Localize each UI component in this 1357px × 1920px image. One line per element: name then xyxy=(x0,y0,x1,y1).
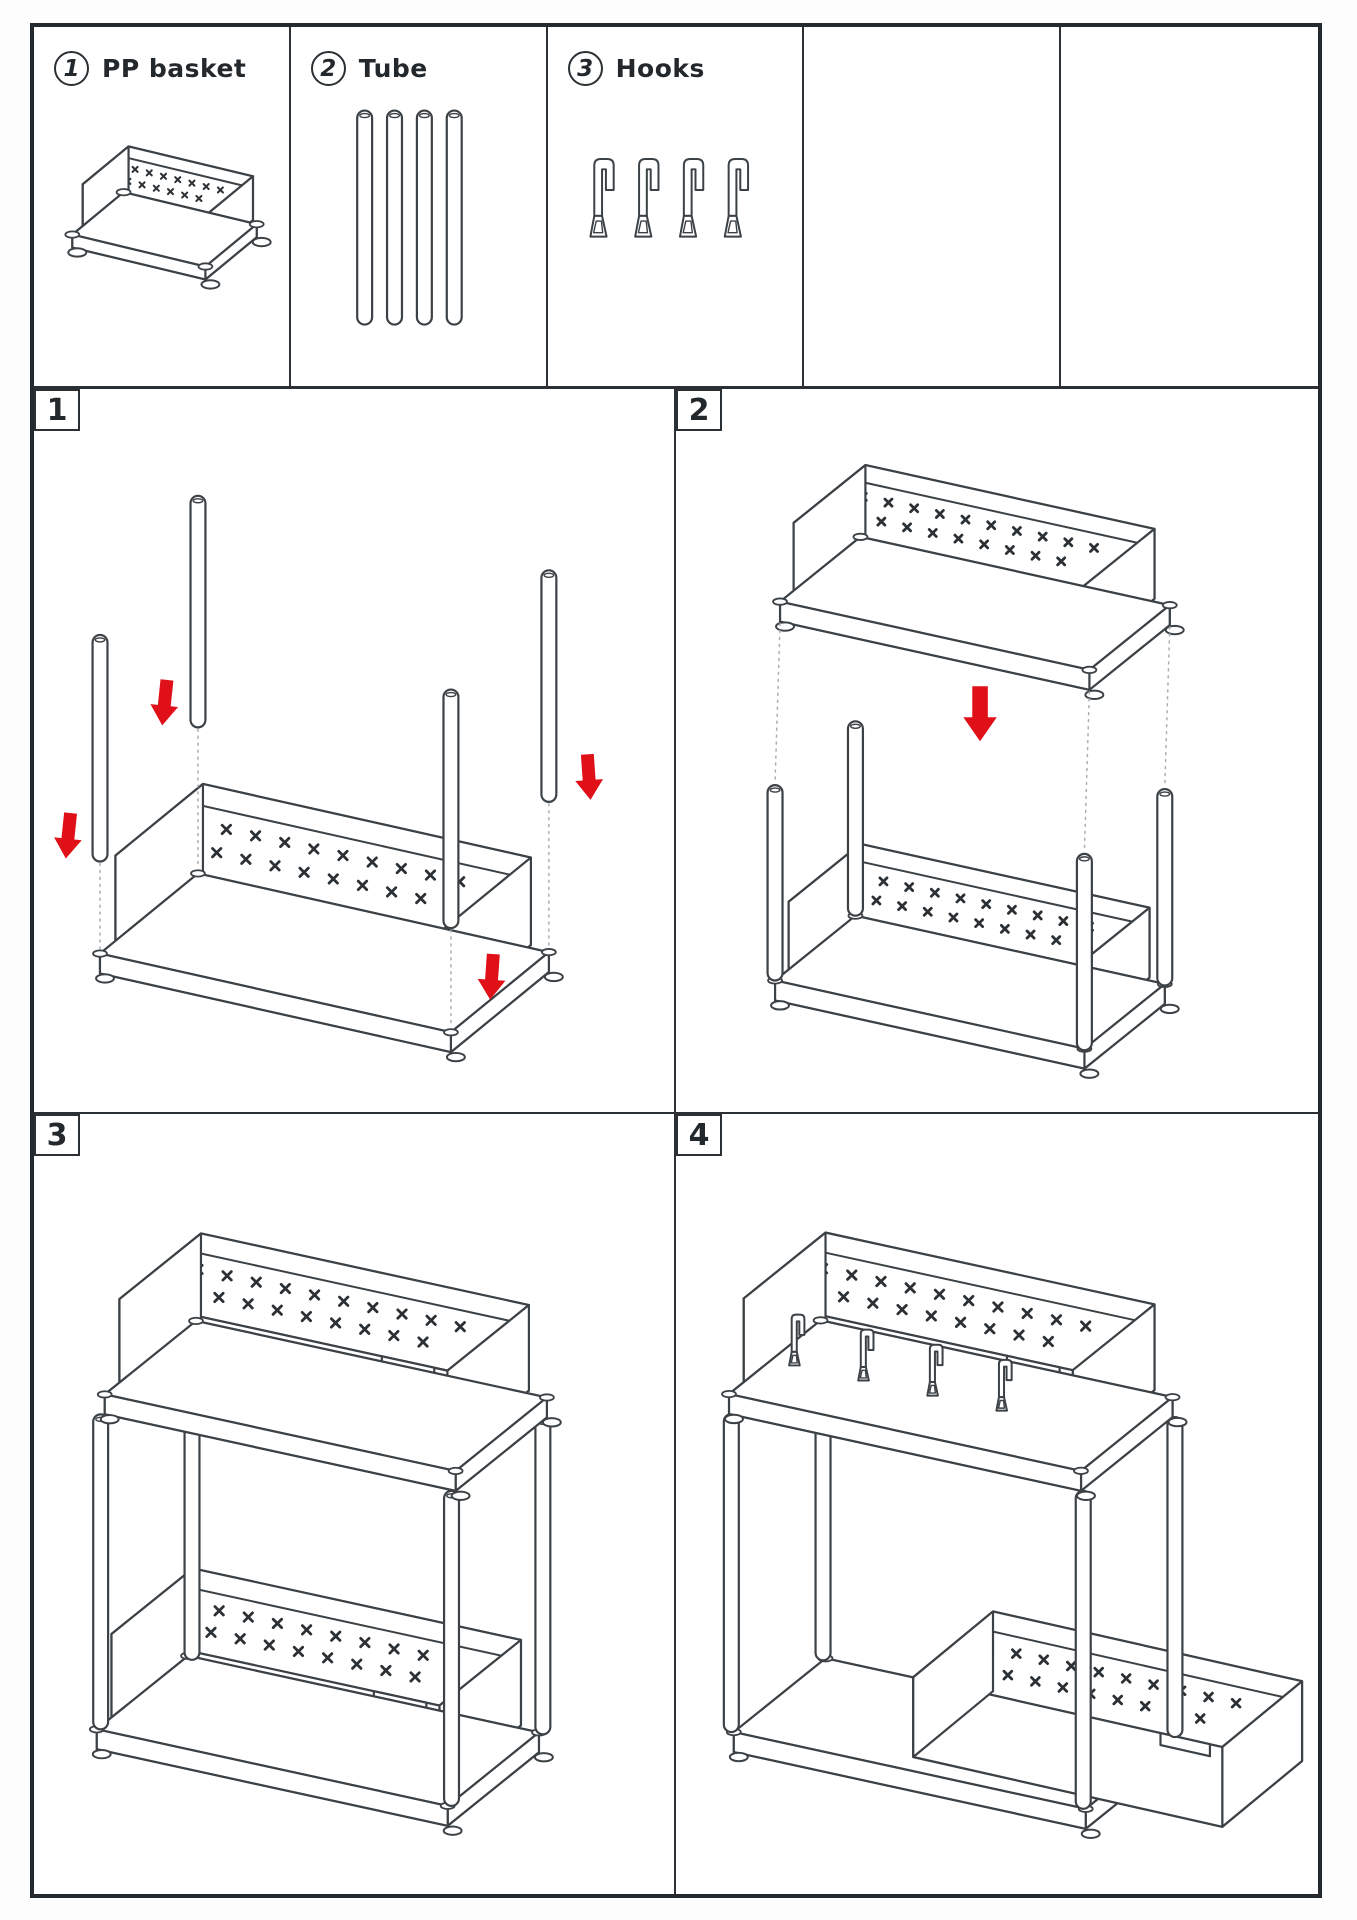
parts-cell-empty-1 xyxy=(804,27,1061,386)
step-2-illustration xyxy=(676,389,1318,1112)
part-label xyxy=(34,27,289,86)
parts-cell-pp-basket xyxy=(34,27,291,386)
step-2-panel xyxy=(676,389,1318,1114)
parts-cell-empty-2 xyxy=(1061,27,1318,386)
parts-header-row xyxy=(34,27,1318,389)
step-3-illustration xyxy=(34,1114,674,1894)
part-label xyxy=(548,27,803,86)
part-number-circle: 2 xyxy=(311,51,346,86)
parts-cell-tube xyxy=(291,27,548,386)
step-3-number: 3 xyxy=(34,1114,80,1156)
step-4-number: 4 xyxy=(676,1114,722,1156)
hooks-drawing xyxy=(548,86,803,386)
step-4-panel xyxy=(676,1114,1318,1894)
part-number-circle: 3 xyxy=(568,51,603,86)
part-label xyxy=(291,27,546,86)
assembly-steps-grid xyxy=(34,389,1318,1894)
step-3-panel xyxy=(34,1114,676,1894)
pp-basket-drawing xyxy=(34,86,289,386)
tubes-drawing xyxy=(291,86,546,386)
part-number-circle: 1 xyxy=(54,51,89,86)
step-1-illustration xyxy=(34,389,674,1112)
step-4-illustration xyxy=(676,1114,1318,1894)
step-1-number: 1 xyxy=(34,389,80,431)
part-name: Hooks xyxy=(615,54,705,83)
step-1-panel xyxy=(34,389,676,1114)
sheet-frame xyxy=(30,23,1322,1898)
part-name: Tube xyxy=(358,54,428,83)
parts-cell-hooks xyxy=(548,27,805,386)
part-name: PP basket xyxy=(102,54,247,83)
step-2-number: 2 xyxy=(676,389,722,431)
